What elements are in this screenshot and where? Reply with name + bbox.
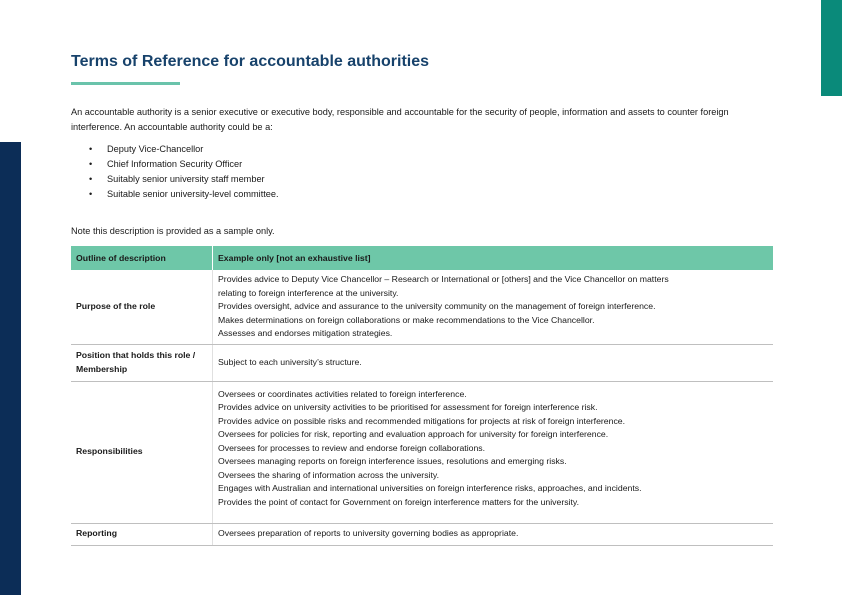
intro-paragraph: An accountable authority is a senior executive or executive body, responsible and accountable for the security of people, information and assets to counter foreign interference. An accountable authority could be a: xyxy=(71,107,729,132)
title-underline xyxy=(71,82,180,85)
top-right-decorative-tab xyxy=(821,0,842,96)
content-line: relating to foreign interference at the university. xyxy=(218,287,399,298)
terms-of-reference-table xyxy=(71,246,773,546)
page-title: Terms of Reference for accountable authorities xyxy=(71,53,430,70)
content-line: Oversees for policies for risk, reporting and evaluation approach for university for foreign interference. xyxy=(218,429,609,440)
row-content xyxy=(213,344,774,381)
table-row xyxy=(71,344,773,381)
left-decorative-bar xyxy=(0,142,21,595)
content-line: Makes determinations on foreign collaborations or make recommendations to the Vice Chancellor. xyxy=(218,314,595,325)
bullet-icon: • xyxy=(89,144,93,154)
content-line: Engages with Australian and international universities on foreign interference risks, approaches, and incidents. xyxy=(218,483,642,494)
column-header-outline: Outline of description xyxy=(71,246,213,270)
table-row xyxy=(71,523,773,545)
list-item-text: Deputy Vice-Chancellor xyxy=(107,144,204,154)
content-line: Oversees or coordinates activities related to foreign interference. xyxy=(218,388,467,399)
table-row xyxy=(71,381,773,523)
bullet-icon: • xyxy=(89,189,93,199)
bullet-icon: • xyxy=(89,174,93,184)
content-line: Oversees preparation of reports to university governing bodies as appropriate. xyxy=(218,528,519,539)
table-row xyxy=(71,270,773,344)
list-item xyxy=(71,157,279,172)
content-line: Provides advice on university activities to be prioritised for assessment for foreign interference risk. xyxy=(218,402,598,413)
table-header-row xyxy=(71,246,773,270)
row-content xyxy=(213,381,774,523)
content-line: Oversees for processes to review and endorse foreign collaborations. xyxy=(218,442,486,453)
list-item-text: Chief Information Security Officer xyxy=(107,159,243,169)
row-label: Reporting xyxy=(71,523,213,545)
list-item-text: Suitably senior university staff member xyxy=(107,174,265,184)
row-label: Position that holds this role / Membership xyxy=(71,344,213,381)
row-label: Purpose of the role xyxy=(71,270,213,344)
content-line: Provides the point of contact for Government on foreign interference matters for the university. xyxy=(218,496,580,507)
sample-note: Note this description is provided as a sample only. xyxy=(71,226,275,236)
content-line: Provides advice on possible risks and recommended mitigations for projects at risk of foreign interference. xyxy=(218,415,626,426)
content-line: Oversees the sharing of information across the university. xyxy=(218,469,439,480)
row-label: Responsibilities xyxy=(71,381,213,523)
row-content xyxy=(213,270,774,344)
content-line: Provides advice to Deputy Vice Chancellor – Research or International or [others] and the Vice Chancellor on matters xyxy=(218,274,669,284)
list-item xyxy=(71,142,279,157)
content-line: Subject to each university’s structure. xyxy=(218,356,362,367)
content-line: Assesses and endorses mitigation strategies. xyxy=(218,328,393,338)
content-line: Provides oversight, advice and assurance to the university community on the management of foreign interference. xyxy=(218,301,656,311)
content-line: Oversees managing reports on foreign interference issues, resolutions and emerging risks. xyxy=(218,456,567,467)
authority-list xyxy=(71,142,279,202)
bullet-icon: • xyxy=(89,159,93,169)
list-item xyxy=(71,172,279,187)
list-item-text: Suitable senior university-level committee. xyxy=(107,189,279,199)
row-content xyxy=(213,523,774,545)
list-item xyxy=(71,187,279,202)
column-header-example: Example only [not an exhaustive list] xyxy=(213,246,774,270)
